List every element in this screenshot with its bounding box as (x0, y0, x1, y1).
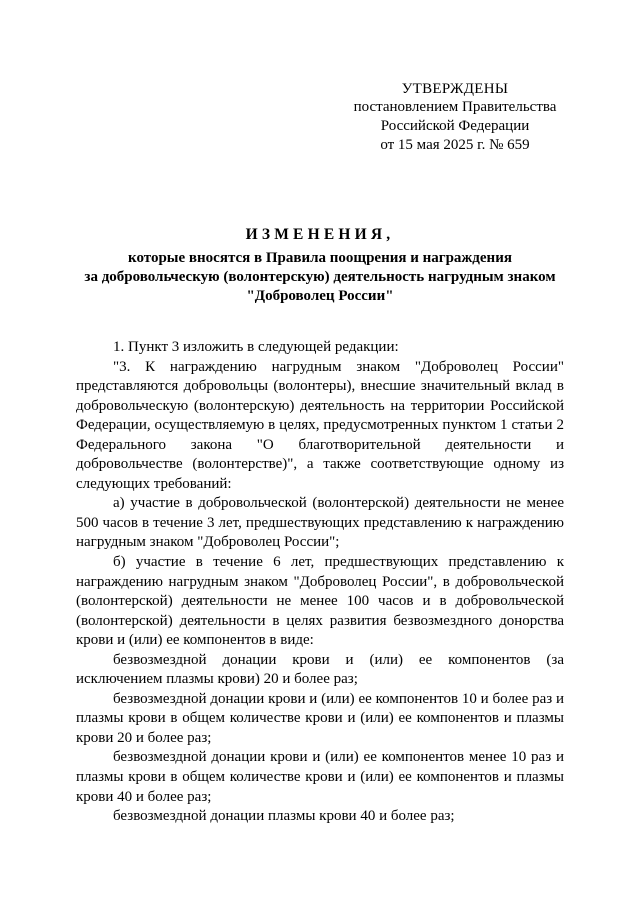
paragraph: безвозмездной донации плазмы крови 40 и более раз; (113, 808, 455, 825)
approval-heading: УТВЕРЖДЕНЫ (401, 81, 509, 97)
paragraph: а) участие в добровольческой (волонтерской) деятельности не менее 500 часов в течение 3 лет, предшествующих представлению к награждению нагрудным знаком "Доброволец России"; (76, 495, 564, 551)
document-subtitle-line-1: которые вносятся в Правила поощрения и награждения (128, 250, 512, 266)
paragraph: б) участие в течение 6 лет, предшествующих представлению к награждению нагрудным знаком "Доброволец России", в добровольческой (волонтерской) деятельности не менее 100 часов и в добровольческой (волонтерской) деятельности в целях развития безвозмездного донорства крови и (или) ее компонентов в виде: (76, 554, 564, 649)
document-subtitle-line-3: "Доброволец России" (246, 288, 394, 304)
approval-line-3: от 15 мая 2025 г. № 659 (380, 137, 530, 153)
paragraph: безвозмездной донации крови и (или) ее компонентов менее 10 раз и плазмы крови в общем количестве крови и (или) ее компонентов и плазмы крови 40 и более раз; (76, 749, 564, 805)
document-subtitle-line-2: за добровольческую (волонтерскую) деятельность нагрудным знаком (84, 269, 556, 285)
paragraph: "3. К награждению нагрудным знаком "Доброволец России" представляются добровольцы (волонтеры), внесшие значительный вклад в добровольческую (волонтерскую) деятельность на территории Российской Федерации, осуществляемую в целях, предусмотренных пунктом 1 статьи 2 Федерального закона "О благотворительной деятельности и добровольчестве (волонтерстве)", а также соответствующие одному из следующих требований: (76, 358, 564, 492)
approval-line-1: постановлением Правительства (353, 99, 557, 115)
document-body (76, 338, 564, 827)
paragraph: 1. Пункт 3 изложить в следующей редакции: (113, 339, 399, 355)
document-title: ИЗМЕНЕНИЯ, (245, 226, 395, 243)
approval-line-2: Российской Федерации (380, 118, 530, 134)
paragraph: безвозмездной донации крови и (или) ее компонентов (за исключением плазмы крови) 20 и более раз; (76, 651, 564, 688)
paragraph: безвозмездной донации крови и (или) ее компонентов 10 и более раз и плазмы крови в общем количестве крови и (или) ее компонентов и плазмы крови 20 и более раз; (76, 690, 564, 746)
